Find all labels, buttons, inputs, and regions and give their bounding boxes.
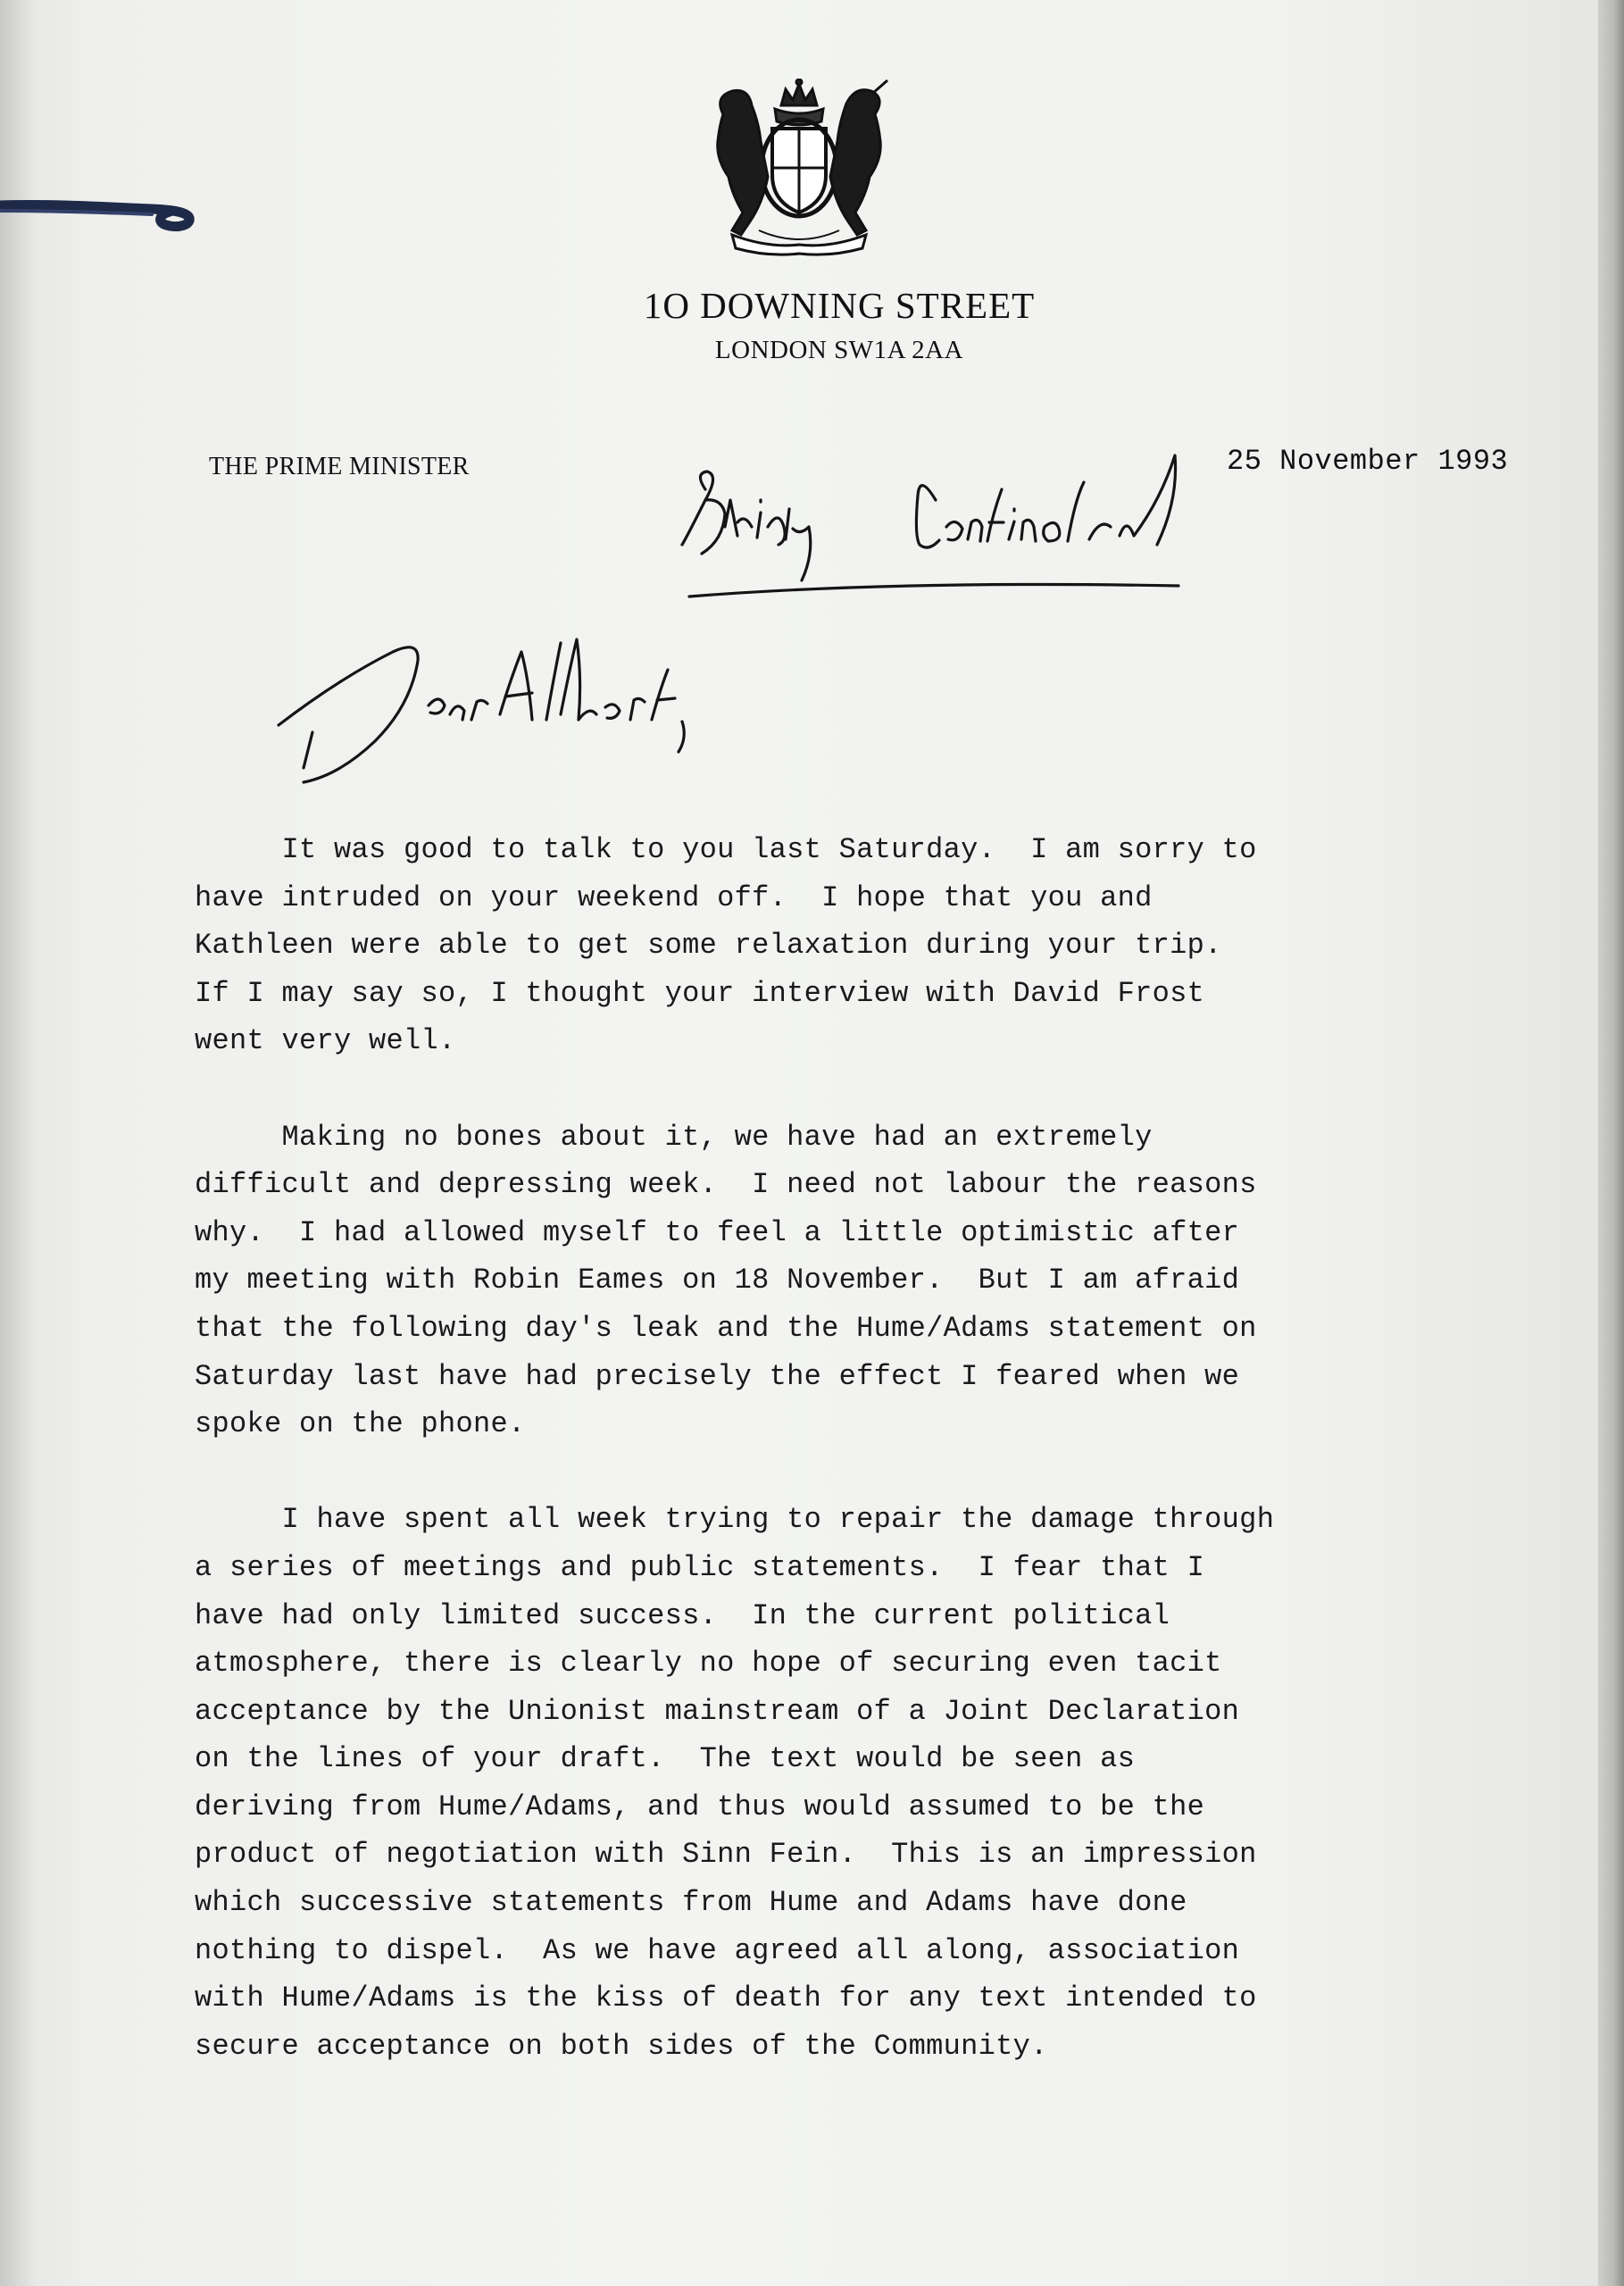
body-line: why. I had allowed myself to feel a little optimistic after — [195, 1215, 1240, 1249]
body-line: I have spent all week trying to repair the damage through — [195, 1503, 1275, 1537]
body-line: with Hume/Adams is the kiss of death for any text intended to — [195, 1981, 1257, 2015]
paragraph-1 — [195, 826, 1462, 1065]
letterhead-city: LONDON SW1A 2AA — [714, 336, 964, 364]
letter-body — [195, 826, 1462, 2118]
body-line: Making no bones about it, we have had an extremely — [195, 1120, 1153, 1154]
body-line: have had only limited success. In the current political — [195, 1598, 1170, 1632]
salutation-handwriting — [279, 647, 418, 782]
body-line: have intruded on your weekend off. I hope that you and — [195, 880, 1153, 914]
body-line: It was good to talk to you last Saturday. I am sorry to — [195, 833, 1257, 866]
page-edge — [1598, 0, 1624, 2286]
body-line: Kathleen were able to get some relaxation during your trip. — [195, 929, 1222, 963]
paragraph-2 — [195, 1114, 1462, 1448]
body-line: acceptance by the Unionist mainstream of a Joint Declaration — [195, 1694, 1240, 1728]
body-line: product of negotiation with Sinn Fein. This is an impression — [195, 1838, 1257, 1872]
body-line: went very well. — [195, 1024, 456, 1058]
strictly-confidential-handwriting — [682, 471, 811, 580]
body-line: on the lines of your draft. The text would be seen as — [195, 1742, 1136, 1776]
letter-date: 25 November 1993 — [1227, 445, 1509, 478]
body-line: difficult and depressing week. I need not labour the reasons — [195, 1168, 1257, 1202]
body-line: nothing to dispel. As we have agreed all along, association — [195, 1933, 1240, 1967]
body-line: which successive statements from Hume and Adams have done — [195, 1886, 1187, 1920]
body-line: If I may say so, I thought your interview with David Frost — [195, 976, 1205, 1010]
body-line: spoke on the phone. — [195, 1407, 526, 1441]
confidential-handwriting — [916, 455, 1175, 547]
letterhead-address: 1O DOWNING STREET — [643, 285, 1036, 326]
underline-handwriting — [689, 585, 1178, 597]
body-line: that the following day's leak and the Hume/Adams statement on — [195, 1311, 1257, 1345]
body-line: secure acceptance on both sides of the Community. — [195, 2029, 1048, 2063]
body-line: a series of meetings and public statements. I fear that I — [195, 1550, 1205, 1584]
body-line: my meeting with Robin Eames on 18 November. But I am afraid — [195, 1264, 1240, 1297]
binding-string-icon — [0, 188, 196, 232]
paragraph-3 — [195, 1496, 1462, 2070]
sender-label: THE PRIME MINISTER — [209, 453, 470, 480]
body-line: deriving from Hume/Adams, and thus would assumed to be the — [195, 1790, 1205, 1823]
body-line: atmosphere, there is clearly no hope of securing even tacit — [195, 1647, 1222, 1681]
royal-coat-of-arms-icon — [696, 79, 902, 257]
body-line: Saturday last have had precisely the effect I feared when we — [195, 1359, 1240, 1393]
